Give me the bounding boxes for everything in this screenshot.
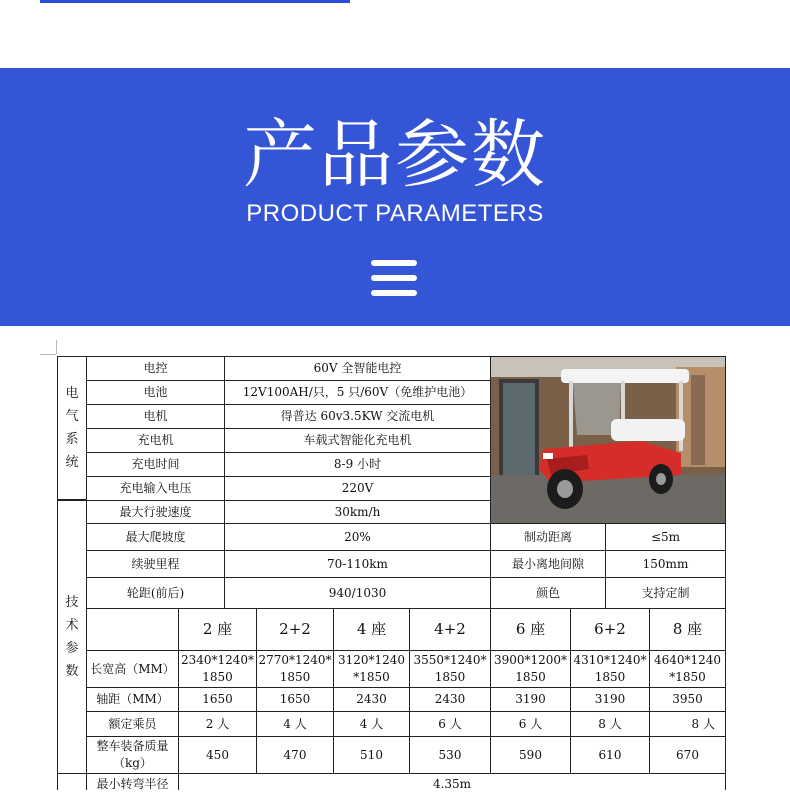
row-value-track: 940/1030: [224, 577, 491, 609]
row-label-climb: 最大爬坡度: [86, 523, 225, 551]
passengers-value: 6 人: [409, 711, 491, 737]
row-value-max-speed: 30km/h: [224, 500, 491, 524]
dimensions-value: 3900*1200* 1850: [490, 650, 571, 688]
wheelbase-value: 3190: [570, 687, 650, 712]
row-value-range: 70-110km: [224, 550, 491, 578]
seat-header: 6+2: [570, 608, 650, 651]
seat-header: 2+2: [256, 608, 334, 651]
weight-value: 670: [649, 736, 726, 774]
weight-value: 510: [333, 736, 410, 774]
page-subtitle: PRODUCT PARAMETERS: [246, 200, 544, 227]
dimensions-value: 3550*1240* 1850: [409, 650, 491, 688]
row-value-motor: 得普达 60v3.5KW 交流电机: [224, 404, 491, 429]
passengers-value: 4 人: [256, 711, 334, 737]
row-label-turning-radius: 最小转弯半径: [86, 773, 179, 790]
passengers-value: 8 人: [570, 711, 650, 737]
wheelbase-value: 2430: [333, 687, 410, 712]
passengers-value: 2 人: [178, 711, 257, 737]
weight-value: 590: [490, 736, 571, 774]
row-value-ground-clearance: 150mm: [605, 550, 726, 578]
row-label-input-voltage: 充电输入电压: [86, 476, 225, 501]
row-value-battery: 12V100AH/只，5 只/60V（免维护电池）: [224, 380, 491, 405]
passengers-value: 8 人: [649, 711, 726, 737]
group-label-electric: 电 气 系 统: [57, 356, 87, 500]
wheelbase-value: 2430: [409, 687, 491, 712]
row-label-battery: 电池: [86, 380, 225, 405]
crop-mark: [40, 354, 56, 355]
row-label-passengers: 额定乘员: [86, 711, 179, 737]
row-label-charge-time: 充电时间: [86, 452, 225, 477]
dimensions-value: 4640*1240 *1850: [649, 650, 726, 688]
golf-cart-illustration: [491, 357, 725, 523]
seat-header: 8 座: [649, 608, 726, 651]
row-label-max-speed: 最大行驶速度: [86, 500, 225, 524]
seat-header: 4+2: [409, 608, 491, 651]
wheelbase-value: 1650: [178, 687, 257, 712]
row-value-input-voltage: 220V: [224, 476, 491, 501]
passengers-value: 4 人: [333, 711, 410, 737]
row-label-range: 续驶里程: [86, 550, 225, 578]
row-label-motor: 电机: [86, 404, 225, 429]
seat-header: 6 座: [490, 608, 571, 651]
page-title: 产品参数: [243, 112, 547, 198]
row-value-climb: 20%: [224, 523, 491, 551]
dimensions-value: 2340*1240* 1850: [178, 650, 257, 688]
wheelbase-value: 1650: [256, 687, 334, 712]
product-photo-golf-cart: [490, 356, 726, 524]
row-value-color: 支持定制: [605, 577, 726, 609]
seat-header: 2 座: [178, 608, 257, 651]
row-label-ground-clearance: 最小离地间隙: [490, 550, 606, 578]
dimensions-value: 2770*1240* 1850: [256, 650, 334, 688]
row-value-controller: 60V 全智能电控: [224, 356, 491, 381]
top-accent-line: [40, 0, 350, 3]
row-label-controller: 电控: [86, 356, 225, 381]
seat-header-blank: [86, 608, 179, 651]
weight-value: 470: [256, 736, 334, 774]
row-value-charger: 车载式智能化充电机: [224, 428, 491, 453]
hamburger-menu-icon: [371, 258, 417, 298]
wheelbase-value: 3190: [490, 687, 571, 712]
dimensions-value: 3120*1240 *1850: [333, 650, 410, 688]
weight-value: 450: [178, 736, 257, 774]
crop-mark: [56, 340, 57, 354]
weight-value: 530: [409, 736, 491, 774]
weight-value: 610: [570, 736, 650, 774]
row-value-turning-radius: 4.35m: [178, 773, 726, 790]
seat-header: 4 座: [333, 608, 410, 651]
row-value-charge-time: 8-9 小时: [224, 452, 491, 477]
row-label-braking: 制动距离: [490, 523, 606, 551]
row-label-curb-weight: 整车装备质量 （kg）: [86, 736, 179, 774]
row-label-color: 颜色: [490, 577, 606, 609]
passengers-value: 6 人: [490, 711, 571, 737]
row-value-braking: ≤5m: [605, 523, 726, 551]
wheelbase-value: 3950: [649, 687, 726, 712]
header-banner: [0, 68, 790, 326]
group-label-continued: [57, 773, 87, 790]
row-label-dimensions: 长宽高（MM）: [86, 650, 179, 688]
row-label-track: 轮距(前后): [86, 577, 225, 609]
row-label-charger: 充电机: [86, 428, 225, 453]
dimensions-value: 4310*1240* 1850: [570, 650, 650, 688]
group-label-tech: 技 术 参 数: [57, 500, 87, 774]
row-label-wheelbase: 轴距（MM）: [86, 687, 179, 712]
